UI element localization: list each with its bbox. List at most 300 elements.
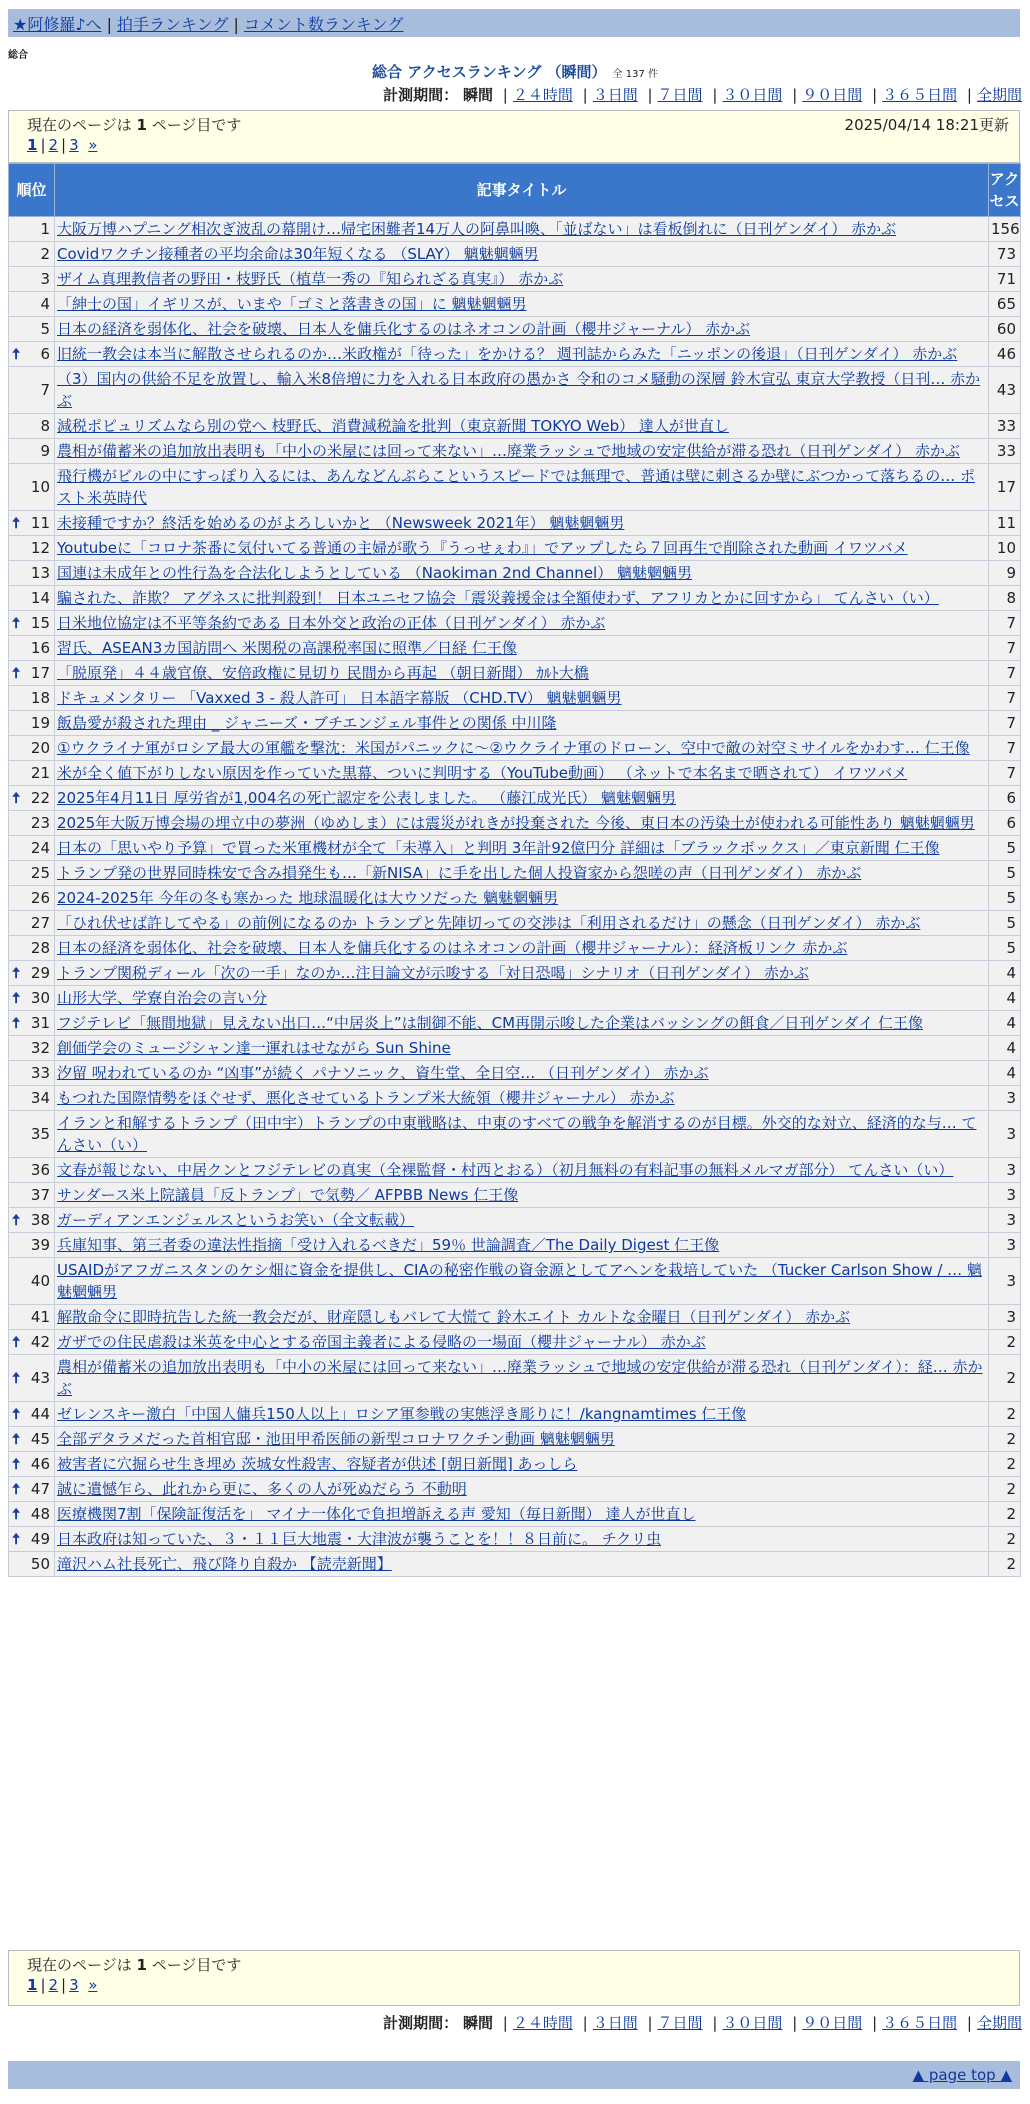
title-cell	[55, 911, 989, 936]
rank-number: 11	[30, 514, 50, 532]
title-cell	[55, 986, 989, 1011]
title-cell	[55, 1527, 989, 1552]
rank-number: 39	[30, 1236, 50, 1254]
table-row	[9, 1527, 1021, 1552]
article-title-link[interactable]: もつれた国際情勢をほぐせず、悪化させているトランプ米大統領（櫻井ジャーナル） 赤かぶ	[57, 1089, 675, 1107]
article-title-link[interactable]: 汐留 呪われているのか “凶事”が続く パナソニック、資生堂、全日空… （日刊ゲンダイ） 赤かぶ	[57, 1064, 709, 1082]
article-title-link[interactable]: 国連は未成年との性行為を合法化しようとしている （Naokiman 2nd Channel） 魑魅魍魎男	[57, 564, 692, 582]
access-count-cell: 17	[989, 464, 1021, 511]
article-title-link[interactable]: 旧統一教会は本当に解散させられるのか…米政権が「待った」をかける？ 週刊誌からみた「ニッポンの後退」（日刊ゲンダイ） 赤かぶ	[57, 345, 958, 363]
access-count-cell: 2	[989, 1552, 1021, 1577]
period-24h-link[interactable]: ２４時間	[512, 86, 573, 104]
access-count-cell: 5	[989, 886, 1021, 911]
table-row	[9, 986, 1021, 1011]
access-count-cell: 6	[989, 786, 1021, 811]
page-title: 総合 アクセスランキング （瞬間）	[372, 63, 607, 81]
article-title-link[interactable]: 山形大学、学寮自治会の言い分	[57, 989, 268, 1007]
rank-cell	[9, 217, 55, 242]
table-row	[9, 961, 1021, 986]
article-title-link[interactable]: 誠に遺憾乍ら、此れから更に、多くの人が死ぬだらう 不動明	[57, 1480, 467, 1498]
page-2-link[interactable]: 2	[48, 1976, 59, 1994]
rank-cell	[9, 636, 55, 661]
rank-up-arrow-icon: 🠅	[12, 989, 21, 1007]
access-count-cell: 3	[989, 1233, 1021, 1258]
rank-cell	[9, 886, 55, 911]
page-info-bottom	[8, 1950, 1020, 2006]
title-cell	[55, 1552, 989, 1577]
rank-number: 37	[30, 1186, 50, 1204]
article-title-link[interactable]: 「脱原発」４４歳官僚、安倍政権に見切り 民間から再起 （朝日新聞） ｶﾙﾄ大橋	[57, 664, 589, 682]
title-cell	[55, 267, 989, 292]
rank-number: 5	[40, 320, 50, 338]
rank-cell	[9, 1036, 55, 1061]
rank-cell	[9, 464, 55, 511]
rank-number: 45	[30, 1430, 50, 1448]
access-count-cell: 11	[989, 511, 1021, 536]
header-access: アクセス	[989, 164, 1021, 217]
rank-number: 22	[30, 789, 50, 807]
page-3-link[interactable]: 3	[69, 136, 79, 154]
title-cell	[55, 811, 989, 836]
article-title-link[interactable]: 習氏、ASEAN3カ国訪問へ 米関税の高課税率国に照準／日経 仁王像	[57, 639, 517, 657]
rank-number: 42	[30, 1333, 50, 1351]
article-title-link[interactable]: 文春が報じない、中居クンとフジテレビの真実（全裸監督・村西とおる）（初月無料の有料記事の無料メルマガ部分） てんさい（い）	[57, 1161, 954, 1179]
period-3d-link[interactable]: ３日間	[592, 2014, 638, 2032]
access-count-cell: 33	[989, 414, 1021, 439]
access-count-cell: 3	[989, 1208, 1021, 1233]
page-3-link[interactable]: 3	[69, 1976, 79, 1994]
period-30d-link[interactable]: ３０日間	[722, 86, 783, 104]
title-cell	[55, 1208, 989, 1233]
table-row	[9, 1233, 1021, 1258]
title-cell	[55, 1158, 989, 1183]
access-count-cell: 2	[989, 1502, 1021, 1527]
clap-ranking-link[interactable]: 拍手ランキング	[116, 15, 229, 34]
table-row	[9, 1086, 1021, 1111]
access-count-cell: 2	[989, 1527, 1021, 1552]
title-cell	[55, 786, 989, 811]
rank-number: 33	[30, 1064, 50, 1082]
rank-number: 24	[30, 839, 50, 857]
access-count-cell: 3	[989, 1183, 1021, 1208]
rank-cell	[9, 1527, 55, 1552]
period-current: 瞬間	[462, 86, 493, 104]
rank-up-arrow-icon: 🠅	[12, 345, 21, 363]
rank-cell	[9, 1183, 55, 1208]
table-row	[9, 414, 1021, 439]
rank-number: 35	[30, 1125, 50, 1143]
rank-number: 47	[30, 1480, 50, 1498]
title-cell	[55, 536, 989, 561]
title-cell	[55, 511, 989, 536]
rank-cell	[9, 661, 55, 686]
access-count-cell: 46	[989, 342, 1021, 367]
title-cell	[55, 1011, 989, 1036]
rank-number: 18	[30, 689, 50, 707]
rank-cell	[9, 1402, 55, 1427]
rank-number: 31	[30, 1014, 50, 1032]
rank-number: 46	[30, 1455, 50, 1473]
article-title-link[interactable]: サンダース米上院議員「反トランプ」で気勢／ AFPBB News 仁王像	[57, 1186, 519, 1204]
rank-cell	[9, 1427, 55, 1452]
article-title-link[interactable]: ガザでの住民虐殺は米英を中心とする帝国主義者による侵略の一場面（櫻井ジャーナル） 赤かぶ	[57, 1333, 706, 1351]
access-count-cell: 33	[989, 439, 1021, 464]
article-title-link[interactable]: 「ひれ伏せば許してやる」の前例になるのか トランプと先陣切っての交渉は「利用されるだけ」の懸念（日刊ゲンダイ） 赤かぶ	[57, 914, 921, 932]
access-count-cell: 10	[989, 536, 1021, 561]
access-count-cell: 2	[989, 1452, 1021, 1477]
title-cell	[55, 1305, 989, 1330]
rank-number: 7	[40, 381, 50, 399]
title-cell	[55, 686, 989, 711]
title-cell	[55, 611, 989, 636]
access-count-cell: 2	[989, 1477, 1021, 1502]
table-row	[9, 936, 1021, 961]
article-title-link[interactable]: Covidワクチン接種者の平均余命は30年短くなる （SLAY） 魑魅魍魎男	[57, 245, 539, 263]
table-row	[9, 1208, 1021, 1233]
rank-number: 50	[30, 1555, 50, 1573]
period-365d-link[interactable]: ３６５日間	[882, 86, 958, 104]
rank-cell	[9, 1305, 55, 1330]
title-cell	[55, 317, 989, 342]
rank-number: 1	[40, 220, 50, 238]
title-cell	[55, 242, 989, 267]
table-row	[9, 711, 1021, 736]
article-title-link[interactable]: トランプ発の世界同時株安で含み損発生も…「新NISA」に手を出した個人投資家から怨嗟の声（日刊ゲンダイ） 赤かぶ	[57, 864, 862, 882]
rank-cell	[9, 1330, 55, 1355]
table-row	[9, 1402, 1021, 1427]
article-title-link[interactable]: 日本の経済を弱体化、社会を破壊、日本人を傭兵化するのはネオコンの計画（櫻井ジャーナル）：経済板リンク 赤かぶ	[57, 939, 848, 957]
rank-cell	[9, 1208, 55, 1233]
article-title-link[interactable]: 大阪万博ハプニング相次ぎ波乱の幕開け…帰宅困難者14万人の阿鼻叫喚、「並ばない」は看板倒れに（日刊ゲンダイ） 赤かぶ	[57, 220, 897, 238]
table-row	[9, 736, 1021, 761]
comment-ranking-link[interactable]: コメント数ランキング	[243, 15, 404, 34]
period-label: 計測期間：	[383, 86, 459, 104]
rank-cell	[9, 561, 55, 586]
title-cell	[55, 936, 989, 961]
title-cell	[55, 1477, 989, 1502]
article-title-link[interactable]: トランプ関税ディール「次の一手」なのか…注目論文が示唆する「対日恐喝」シナリオ（日刊ゲンダイ） 赤かぶ	[57, 964, 809, 982]
table-row	[9, 267, 1021, 292]
rank-up-arrow-icon: 🠅	[12, 664, 21, 682]
nav-separator: |	[233, 15, 239, 34]
rank-cell	[9, 1111, 55, 1158]
page-1-link[interactable]: 1	[27, 136, 38, 154]
article-title-link[interactable]: ①ウクライナ軍がロシア最大の軍艦を撃沈：米国がパニックに～②ウクライナ軍のドローン、空中で敵の対空ミサイルをかわす… 仁王像	[57, 739, 970, 757]
title-cell	[55, 761, 989, 786]
article-title-link[interactable]: 日米地位協定は不平等条約である 日本外交と政治の正体（日刊ゲンダイ） 赤かぶ	[57, 614, 606, 632]
table-row	[9, 1305, 1021, 1330]
access-count-cell: 3	[989, 1086, 1021, 1111]
rank-cell	[9, 1086, 55, 1111]
rank-cell	[9, 1061, 55, 1086]
article-title-link[interactable]: 解散命令に即時抗告した統一教会だが、財産隠しもバレて大慌て 鈴木エイト カルトな金曜日（日刊ゲンダイ） 赤かぶ	[57, 1308, 851, 1326]
rank-cell	[9, 1158, 55, 1183]
period-3d-link[interactable]: ３日間	[592, 86, 638, 104]
article-title-link[interactable]: 全部デタラメだった首相官邸・池田甲希医師の新型コロナワクチン動画 魑魅魍魎男	[57, 1430, 615, 1448]
article-title-link[interactable]: 兵庫知事、第三者委の違法性指摘「受け入れるべきだ」59％ 世論調査／The Daily Digest 仁王像	[57, 1236, 720, 1254]
table-row	[9, 861, 1021, 886]
article-title-link[interactable]: 米が全く値下がりしない原因を作っていた黒幕、ついに判明する（YouTube動画） （ネットで本名まで晒されて） イワツバメ	[57, 764, 908, 782]
access-count-cell: 2	[989, 1427, 1021, 1452]
rank-cell	[9, 786, 55, 811]
rank-cell	[9, 414, 55, 439]
article-title-link[interactable]: Youtubeに「コロナ茶番に気付いてる普通の主婦が歌う『うっせぇわ』」でアップしたら７回再生で削除された動画 イワツバメ	[57, 539, 908, 557]
table-row	[9, 1183, 1021, 1208]
rank-up-arrow-icon: 🠅	[12, 789, 21, 807]
table-row	[9, 661, 1021, 686]
rank-cell	[9, 961, 55, 986]
article-title-link[interactable]: 日本政府は知っていた、３・１１巨大地震・大津波が襲うことを！！８日前に。 チクリ虫	[57, 1530, 662, 1548]
access-count-cell: 7	[989, 761, 1021, 786]
period-all-link[interactable]: 全期間	[976, 86, 1022, 104]
access-count-cell: 5	[989, 911, 1021, 936]
article-title-link[interactable]: 減税ポピュリズムなら別の党へ 枝野氏、消費減税論を批判（東京新聞 TOKYO Web） 達人が世直し	[57, 417, 729, 435]
article-title-link[interactable]: ドキュメンタリー 「Vaxxed 3 - 殺人許可」 日本語字幕版 （CHD.TV） 魑魅魍魎男	[57, 689, 622, 707]
period-7d-link[interactable]: ７日間	[657, 2014, 703, 2032]
title-cell	[55, 711, 989, 736]
page-info-text-bottom: 現在のページは 1 ページ目です	[27, 1956, 242, 1974]
access-count-cell: 7	[989, 611, 1021, 636]
bottom-bar	[8, 2061, 1020, 2089]
title-cell	[55, 1330, 989, 1355]
article-title-link[interactable]: 飯島愛が殺された理由 _ ジャニーズ・ブチエンジェル事件との関係 中川隆	[57, 714, 557, 732]
title-cell	[55, 1183, 989, 1208]
rank-cell	[9, 1452, 55, 1477]
section-label: 総合	[8, 50, 28, 61]
table-row	[9, 786, 1021, 811]
table-row	[9, 1502, 1021, 1527]
access-count-cell: 8	[989, 586, 1021, 611]
nav-separator: |	[106, 15, 112, 34]
title-cell	[55, 636, 989, 661]
next-page-link[interactable]: »	[88, 1976, 98, 1994]
article-title-link[interactable]: 2025年4月11日 厚労省が1,004名の死亡認定を公表しました。 （藤江成光氏） 魑魅魍魎男	[57, 789, 677, 807]
access-count-cell: 7	[989, 636, 1021, 661]
access-count-cell: 65	[989, 292, 1021, 317]
table-row	[9, 292, 1021, 317]
rank-cell	[9, 686, 55, 711]
access-count-cell: 3	[989, 1258, 1021, 1305]
table-row	[9, 464, 1021, 511]
pagination-bottom: 1 | 2 | 3 »	[27, 1976, 98, 1994]
article-title-link[interactable]: 被害者に穴掘らせ生き埋め 茨城女性殺害、容疑者が供述 [朝日新聞] あっしら	[57, 1455, 578, 1473]
title-cell	[55, 661, 989, 686]
article-title-link[interactable]: 医療機関7割「保険証復活を」 マイナ一体化で負担増訴える声 愛知（毎日新聞） 達人が世直し	[57, 1505, 696, 1523]
access-count-cell: 4	[989, 1061, 1021, 1086]
article-title-link[interactable]: 未接種ですか？終活を始めるのがよろしいかと （Newsweek 2021年） 魑魅魍魎男	[57, 514, 625, 532]
home-link[interactable]: ★阿修羅♪へ	[13, 15, 102, 34]
period-7d-link[interactable]: ７日間	[657, 86, 703, 104]
title-cell	[55, 1258, 989, 1305]
table-row	[9, 1355, 1021, 1402]
title-cell	[55, 1111, 989, 1158]
rank-cell	[9, 317, 55, 342]
rank-cell	[9, 342, 55, 367]
rank-cell	[9, 367, 55, 414]
ranking-table-body	[9, 217, 1021, 1577]
rank-cell	[9, 1233, 55, 1258]
header-title: 記事タイトル	[55, 164, 989, 217]
article-title-link[interactable]: 2025年大阪万博会場の埋立中の夢洲（ゆめしま）には震災がれきが投棄された 今後、東日本の汚染土が使われる可能性あり 魑魅魍魎男	[57, 814, 975, 832]
rank-cell	[9, 1355, 55, 1402]
rank-cell	[9, 1477, 55, 1502]
rank-cell	[9, 586, 55, 611]
period-30d-link[interactable]: ３０日間	[722, 2014, 783, 2032]
access-count-cell: 5	[989, 836, 1021, 861]
table-row	[9, 342, 1021, 367]
next-page-link[interactable]: »	[88, 136, 98, 154]
rank-number: 25	[30, 864, 50, 882]
rank-number: 13	[30, 564, 50, 582]
rank-cell	[9, 611, 55, 636]
access-count-cell: 5	[989, 936, 1021, 961]
access-count-cell: 73	[989, 242, 1021, 267]
rank-cell	[9, 761, 55, 786]
rank-number: 49	[30, 1530, 50, 1548]
article-title-link[interactable]: 2024-2025年 今年の冬も寒かった 地球温暖化は大ウソだった 魑魅魍魎男	[57, 889, 559, 907]
title-cell	[55, 1061, 989, 1086]
title-cell	[55, 836, 989, 861]
table-row	[9, 1427, 1021, 1452]
title-cell	[55, 1355, 989, 1402]
table-row	[9, 1158, 1021, 1183]
article-title-link[interactable]: 創価学会のミュージシャン達一運れはせながら Sun Shine	[57, 1039, 451, 1057]
title-cell	[55, 1402, 989, 1427]
rank-up-arrow-icon: 🠅	[12, 1505, 21, 1523]
rank-cell	[9, 861, 55, 886]
access-count-cell: 43	[989, 367, 1021, 414]
period-90d-link[interactable]: ９０日間	[802, 2014, 863, 2032]
table-row	[9, 511, 1021, 536]
rank-number: 9	[40, 442, 50, 460]
access-count-cell: 3	[989, 1158, 1021, 1183]
period-24h-link[interactable]: ２４時間	[512, 2014, 573, 2032]
period-365d-link[interactable]: ３６５日間	[882, 2014, 958, 2032]
title-cell	[55, 1427, 989, 1452]
article-title-link[interactable]: （3）国内の供給不足を放置し、輸入米8倍増に力を入れる日本政府の愚かさ 令和のコメ騒動の深層 鈴木宣弘 東京大学教授（日刊… 赤かぶ	[57, 370, 981, 410]
article-title-link[interactable]: 日本の「思いやり予算」で買った米軍機材が全て「未導入」と判明 3年計92億円分 詳細は「ブラックボックス」／東京新聞 仁王像	[57, 839, 940, 857]
rank-cell	[9, 911, 55, 936]
rank-cell	[9, 292, 55, 317]
table-row	[9, 1452, 1021, 1477]
rank-up-arrow-icon: 🠅	[12, 1333, 21, 1351]
article-title-link[interactable]: イランと和解するトランプ（田中宇）トランプの中東戦略は、中東のすべての戦争を解消するのが目標。外交的な対立、経済的な与… てんさい（い）	[57, 1114, 977, 1154]
article-title-link[interactable]: 滝沢ハム社長死亡、飛び降り自殺か 【読売新聞】	[57, 1555, 392, 1573]
table-row	[9, 886, 1021, 911]
table-row	[9, 242, 1021, 267]
rank-number: 26	[30, 889, 50, 907]
rank-number: 16	[30, 639, 50, 657]
article-title-link[interactable]: フジテレビ「無間地獄」見えない出口…“中居炎上”は制御不能、CM再開示唆した企業はバッシングの餌食／日刊ゲンダイ 仁王像	[57, 1014, 923, 1032]
access-count-cell: 9	[989, 561, 1021, 586]
access-count-cell: 7	[989, 736, 1021, 761]
table-row	[9, 536, 1021, 561]
page-1-link[interactable]: 1	[27, 1976, 38, 1994]
rank-number: 30	[30, 989, 50, 1007]
rank-number: 3	[40, 270, 50, 288]
table-row	[9, 1061, 1021, 1086]
access-count-cell: 4	[989, 1036, 1021, 1061]
table-row	[9, 911, 1021, 936]
title-cell	[55, 736, 989, 761]
article-title-link[interactable]: 騙された、詐欺？ アグネスに批判殺到！ 日本ユニセフ協会「震災義援金は全額使わず、アフリカとかに回すから」 てんさい（い）	[57, 589, 939, 607]
rank-up-arrow-icon: 🠅	[12, 1530, 21, 1548]
rank-cell	[9, 242, 55, 267]
rank-cell	[9, 736, 55, 761]
rank-number: 15	[30, 614, 50, 632]
article-title-link[interactable]: 飛行機がビルの中にすっぽり入るには、あんなどんぶらこというスピードでは無理で、普通は壁に刺さるか壁にぶつかって落ちるの… ポスト米英時代	[57, 467, 975, 507]
article-title-link[interactable]: USAIDがアフガニスタンのケシ畑に資金を提供し、CIAの秘密作戦の資金源としてアヘンを栽培していた （Tucker Carlson Show / … 魑魅魍魎男	[57, 1261, 982, 1301]
rank-number: 20	[30, 739, 50, 757]
title-cell	[55, 1233, 989, 1258]
rank-number: 6	[40, 345, 50, 363]
access-count-cell: 2	[989, 1330, 1021, 1355]
page-top-link[interactable]: ▲ page top ▲	[912, 2066, 1012, 2084]
table-header-row	[9, 164, 1021, 217]
table-row	[9, 811, 1021, 836]
table-row	[9, 586, 1021, 611]
period-current: 瞬間	[462, 2014, 493, 2032]
title-cell	[55, 1086, 989, 1111]
rank-cell	[9, 986, 55, 1011]
title-cell	[55, 367, 989, 414]
title-cell	[55, 961, 989, 986]
article-title-link[interactable]: 「紳士の国」イギリスが、いまや「ゴミと落書きの国」に 魑魅魍魎男	[57, 295, 527, 313]
rank-number: 36	[30, 1161, 50, 1179]
rank-cell	[9, 536, 55, 561]
period-selector-bottom: 計測期間： 瞬間 | ２４時間 | ３日間 | ７日間 | ３０日間 | ９０日間 | ３６５日間 | 全期間	[383, 2014, 1022, 2032]
article-title-link[interactable]: ゼレンスキー激白「中国人傭兵150人以上」ロシア軍参戦の実態浮き彫りに！/kangnamtimes 仁王像	[57, 1405, 747, 1423]
rank-number: 44	[30, 1405, 50, 1423]
article-title-link[interactable]: ガーディアンエンジェルスというお笑い（全文転載）	[57, 1211, 415, 1229]
table-row	[9, 836, 1021, 861]
period-90d-link[interactable]: ９０日間	[802, 86, 863, 104]
pagination: 1 | 2 | 3 »	[27, 136, 98, 154]
rank-number: 38	[30, 1211, 50, 1229]
rank-number: 29	[30, 964, 50, 982]
page-info-text: 現在のページは 1 ページ目です	[27, 116, 242, 134]
page-2-link[interactable]: 2	[48, 136, 59, 154]
table-row	[9, 317, 1021, 342]
rank-cell	[9, 511, 55, 536]
rank-up-arrow-icon: 🠅	[12, 614, 21, 632]
title-cell	[55, 414, 989, 439]
title-cell	[55, 292, 989, 317]
access-count-cell: 5	[989, 861, 1021, 886]
title-cell	[55, 586, 989, 611]
title-cell	[55, 342, 989, 367]
access-count-cell: 7	[989, 661, 1021, 686]
rank-cell	[9, 936, 55, 961]
rank-cell	[9, 811, 55, 836]
period-all-link[interactable]: 全期間	[976, 2014, 1022, 2032]
rank-up-arrow-icon: 🠅	[12, 1480, 21, 1498]
rank-cell	[9, 711, 55, 736]
rank-up-arrow-icon: 🠅	[12, 1405, 21, 1423]
article-title-link[interactable]: 農相が備蓄米の追加放出表明も「中小の米屋には回って来ない」…廃業ラッシュで地域の安定供給が滞る恐れ（日刊ゲンダイ）：経… 赤かぶ	[57, 1358, 983, 1398]
article-title-link[interactable]: 日本の経済を弱体化、社会を破壊、日本人を傭兵化するのはネオコンの計画（櫻井ジャーナル） 赤かぶ	[57, 320, 751, 338]
table-row	[9, 1111, 1021, 1158]
access-count-cell: 7	[989, 686, 1021, 711]
rank-number: 28	[30, 939, 50, 957]
article-title-link[interactable]: ザイム真理教信者の野田・枝野氏（植草一秀の『知られざる真実』） 赤かぶ	[57, 270, 564, 288]
table-row	[9, 611, 1021, 636]
access-count-cell: 2	[989, 1355, 1021, 1402]
article-title-link[interactable]: 農相が備蓄米の追加放出表明も「中小の米屋には回って来ない」…廃業ラッシュで地域の安定供給が滞る恐れ（日刊ゲンダイ） 赤かぶ	[57, 442, 960, 460]
updated-timestamp: 2025/04/14 18:21更新	[844, 116, 1009, 134]
access-count-cell: 4	[989, 1011, 1021, 1036]
page-info-top	[8, 110, 1020, 163]
